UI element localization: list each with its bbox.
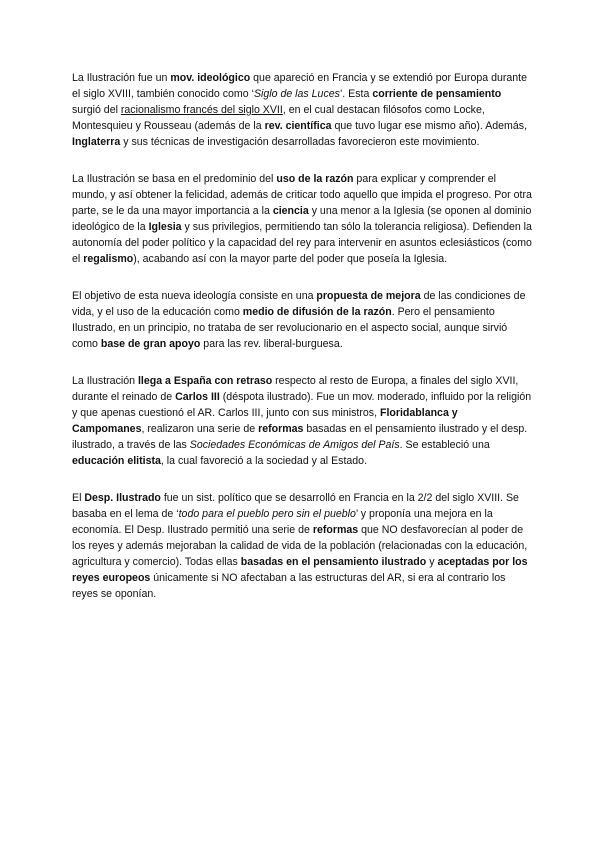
text: y sus técnicas de investigación desarrolladas favorecieron este movimiento.	[120, 136, 480, 148]
bold-text: reformas	[312, 524, 359, 536]
text: La Ilustración se basa en el predominio del	[72, 173, 277, 185]
text: La Ilustración	[72, 375, 138, 387]
text: La Ilustración fue un	[72, 72, 171, 84]
bold-text: rev. científica	[264, 120, 332, 132]
bold-text: llega a España con retraso	[137, 375, 273, 387]
bold-text: corriente de pensamiento	[372, 88, 502, 100]
paragraph-3	[72, 288, 532, 352]
text: , en el cual destacan filósofos como Locke, Montesquieu y Rousseau (además de la	[72, 104, 485, 132]
underlined-text: racionalismo francés del siglo XVII	[120, 104, 283, 116]
document-body	[72, 70, 532, 623]
italic-text: todo para el pueblo pero sin el pueblo	[178, 508, 356, 520]
text: , realizaron una serie de	[141, 423, 259, 435]
bold-text: propuesta de mejora	[316, 290, 421, 302]
bold-text: Floridablanca y Campomanes	[72, 407, 458, 435]
paragraph-5	[72, 490, 532, 602]
text: El objetivo de esta nueva ideología consiste en una	[72, 290, 317, 302]
text: (déspota ilustrado). Fue un mov. moderado, influido por la religión y que apenas cuestionó el AR. Carlos III, junto con sus ministros,	[72, 391, 532, 419]
text: y sus privilegios, permitiendo tan sólo la tolerancia religiosa). Defienden la autonomía del poder político y la capacidad del rey para intervenir en asuntos eclesiásticos (como el	[72, 221, 532, 265]
bold-text: base de gran apoyo	[100, 338, 201, 350]
italic-text: Sociedades Económicas de Amigos del País	[189, 439, 400, 451]
bold-text: regalismo	[83, 253, 134, 265]
text: que NO desfavorecían al poder de los reyes y además mejoraban la calidad de vida de la población (relacionadas con la educación, agricultura y comercio). Todas ellas	[72, 524, 528, 568]
bold-text: Iglesia	[148, 221, 182, 233]
text: ’. Esta	[339, 88, 373, 100]
text: , la cual favoreció a la sociedad y al Estado.	[160, 455, 368, 467]
text: basadas en el pensamiento ilustrado y el desp. ilustrado, a través de las	[72, 423, 528, 451]
text: para las rev. liberal-burguesa.	[200, 338, 343, 350]
text: . Pero el pensamiento Ilustrado, en un principio, no trataba de ser revolucionario en el aspecto social, aunque sirvió como	[72, 306, 508, 350]
text: de las condiciones de vida, y el uso de la educación como	[72, 290, 526, 318]
bold-text: mov. ideológico	[170, 72, 251, 84]
italic-text: Siglo de las Luces	[253, 88, 340, 100]
text: surgió del	[72, 104, 121, 116]
bold-text: medio de difusión de la razón	[242, 306, 392, 318]
bold-text: ciencia	[272, 205, 309, 217]
text: para explicar y comprender el mundo, y así obtener la felicidad, además de criticar todo aquello que impida el progreso. Por otra parte, se le da una mayor importancia a la	[72, 173, 532, 217]
text: . Se estableció una	[399, 439, 490, 451]
text: y	[426, 556, 438, 568]
bold-text: aceptadas por los reyes europeos	[72, 556, 528, 584]
paragraph-1	[72, 70, 532, 150]
bold-text: reformas	[258, 423, 304, 435]
paragraph-2	[72, 171, 532, 267]
text: únicamente si NO afectaban a las estructuras del AR, si era al contrario los reyes se oponían.	[72, 572, 506, 600]
text: fue un sist. político que se desarrolló en Francia en la 2/2 del siglo XVIII. Se basaba en el lema de ‘	[72, 492, 519, 520]
text: respecto al resto de Europa, a finales del siglo XVII, durante el reinado de	[72, 375, 519, 403]
bold-text: basadas en el pensamiento ilustrado	[240, 556, 427, 568]
text: ’ y proponía una mejora en la economía. El Desp. Ilustrado permitió una serie de	[72, 508, 493, 536]
bold-text: Inglaterra	[72, 136, 121, 148]
text: que tuvo lugar ese mismo año). Además,	[331, 120, 528, 132]
text: que apareció en Francia y se extendió por Europa durante el siglo XVIII, también conocido como ‘	[72, 72, 528, 100]
text: El	[72, 492, 85, 504]
text: y una menor a la Iglesia (se oponen al dominio ideológico de la	[72, 205, 532, 233]
bold-text: uso de la razón	[276, 173, 354, 185]
bold-text: Desp. Ilustrado	[84, 492, 161, 504]
bold-text: educación elitista	[72, 455, 161, 467]
paragraph-4	[72, 373, 532, 469]
bold-text: Carlos III	[175, 391, 220, 403]
text: ), acabando así con la mayor parte del poder que poseía la Iglesia.	[133, 253, 448, 265]
